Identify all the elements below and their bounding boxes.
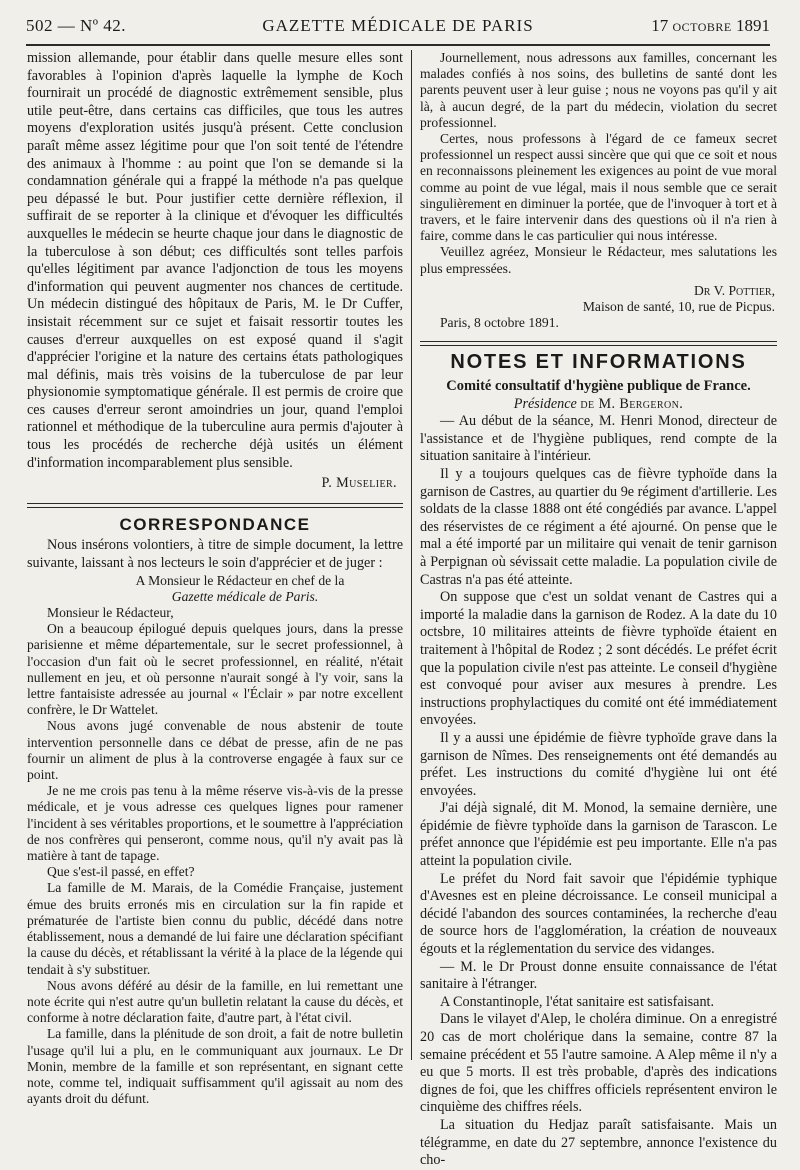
right-column — [420, 50, 777, 1170]
news-paragraph: — Au début de la séance, M. Henri Monod, directeur de l'assistance et de l'hygiène publiques, rend compte de la situation sanitaire à l'intérieur. — [420, 413, 777, 465]
presidence-line: Présidence de M. Bergeron. — [513, 395, 684, 412]
letter-continued — [420, 50, 777, 331]
letter-paragraph: On a beaucoup épilogué depuis quelques jours, dans la presse parisienne et même départementale, sur le secret professionnel, à l'occasion d'un fait où le secret professionnel, en réalité, n'était nullement en jeu, et où personne n'aurait songé à l'y voir, sans la lettre fantaisiste adressée au journal « l'Éclair » par notre excellent confrère, le Dr Wattelet. — [27, 621, 403, 718]
letter-paragraph: Journellement, nous adressons aux familles, concernant les malades confiés à nos soins, des bulletins de santé dont les parents peuvent user à leur guise ; nous ne voyons pas qu'il y ait là, à aucun degré, de la part du médecin, violation du secret professionnel. — [420, 50, 777, 130]
comite-heading: Comité consultatif d'hygiène publique de France. — [446, 378, 751, 395]
header-rule — [26, 44, 770, 46]
letter-paragraph: Certes, nous professons à l'égard de ce fameux secret professionnel un respect aussi sincère que qui que ce soit et nous en reconnaissons pleinement les exigences au point de vue moral comme au point de vue légal, mais il nous semble que ce serait singulièrement en diminuer la portée, que de l'invoquer à tort et à travers, et le faire intervenir dans des questions où il n'a rien à faire, comme dans le cas particulier qui nous intéresse. — [420, 131, 777, 244]
issue-date: 17 OCTOBRE 1891 — [651, 16, 770, 35]
journal-title: GAZETTE MÉDICALE DE PARIS — [262, 16, 534, 35]
letter-signature-name: Dr V. Pottier, — [693, 282, 775, 298]
news-paragraph: Le préfet du Nord fait savoir que l'épidémie typhique d'Avesnes est en pleine décroissance. Le conseil municipal a décidé l'abandon des sources contaminées, la recherche d'eau de source hors de l'agglomération, la création de nouveaux égouts et la réglementation du service des vidanges. — [420, 870, 777, 958]
section-rule — [27, 503, 403, 508]
letter-paragraph: Je ne me crois pas tenu à la même réserve vis-à-vis de la presse médicale, et je vous adresse ces quelques lignes pour ramener l'incident à ses véritables proportions, et le soumettre à l'appréciation de nos confrères qui penseront, comme nous, qu'il n'y avait pas là matière à tant de tapage. — [27, 783, 403, 864]
letter-signature-address: Maison de santé, 10, rue de Picpus. — [582, 299, 775, 315]
column-divider — [411, 50, 412, 1060]
letter-paragraph: Nous avons jugé convenable de nous abstenir de toute intervention personnelle dans ce débat de presse, afin de ne pas fournir un aliment de plus à la controverse engagée à faux sur ce point. — [27, 718, 403, 783]
article-signature: P. Muselier. — [321, 475, 397, 492]
letter-paragraph: Que s'est-il passé, en effet? — [47, 864, 195, 880]
letter-paragraph: La famille de M. Marais, de la Comédie Française, justement émue des bruits erronés mis en circulation sur la fin rapide et prématurée de l'artiste bien connu du public, décédé dans notre établissement, nous a demandé de lui faire une déclaration spécifiant la cause du décès, et rétablissant la vérité à la place de la légende qui tendait à s'y substituer. — [27, 880, 403, 977]
page-header — [26, 14, 770, 38]
article-paragraph: mission allemande, pour établir dans quelle mesure elles sont favorables à l'opinion d'après laquelle la lymphe de Koch fournirait un procédé de diagnostic extrêmement sensible, plus utile peut-être, dans certains cas difficiles, que tous les autres moyens d'exploration usités jusqu'à présent. Cette conclusion paraît même assez légitime pour que l'on soit tenté de l'étendre des animaux à l'homme : au point que l'on se demande si la condamnation générale qui a frappé la méthode n'a pas quelque peu dépassé le but. Pour justifier cette dernière réflexion, il suffirait de se reporter à la clinique et d'évoquer les difficultés auxquelles le médecin se heurte chaque jour dans le diagnostic de la tuberculose à son début; ces difficultés sont telles parfois qu'elles légitiment par avance l'adjonction de tous les moyens d'information qui peuvent augmenter nos chances de certitude. Un médecin distingué des hôpitaux de Paris, M. le Dr Cuffer, insistait récemment sur ce sujet et faisait ressortir toutes les causes d'erreur auxquelles on est exposé quand il s'agit d'apprécier l'origine et la nature des certains états pathologiques mal définis, mais très voisins de la tuberculose de par leur physionomie symptomatique générale. Il est permis de croire que ces causes d'erreur seront amoindries un jour, quand l'emploi rationnel et méthodique de la tuberculine aura permis d'ajouter à tous les procédés de recherche déjà usités un élément d'information incomparablement plus sensible. — [27, 50, 403, 471]
letter-salutation: Monsieur le Rédacteur, — [47, 605, 174, 621]
news-paragraph: On suppose que c'est un soldat venant de Castres qui a importé la maladie dans la garnison de Rodez. A la date du 10 octsbre, 10 militaires atteints de fièvre typhoïde étaient en traitement à l'hôpital de Rodez ; 2 sont décédés. Le préfet écrit que la population civile n'est pas atteinte. Le conseil d'hygiène est convoqué pour aviser aux mesures à prendre. Les instructions prophylactiques du comité ont été immédiatement envoyées. — [420, 589, 777, 729]
news-paragraph: — M. le Dr Proust donne ensuite connaissance de l'état sanitaire à l'étranger. — [420, 958, 777, 993]
letter-address-journal: Gazette médicale de Paris. — [171, 588, 319, 604]
news-paragraph: J'ai déjà signalé, dit M. Monod, la semaine dernière, une épidémie de fièvre typhoïde dans la garnison de Tarascon. Le préfet annonce que l'épidémie est peu importante. Elle n'a pas atteint la population civile. — [420, 800, 777, 870]
correspondance-heading: CORRESPONDANCE — [119, 514, 311, 534]
letter-paragraph: Nous avons déféré au désir de la famille, en lui remettant une note écrite qui n'est autre qu'un bulletin relatant la cause du décès, et conforme à notre déclaration faite, d'autre part, à l'état civil. — [27, 977, 403, 1026]
letter-place-date: Paris, 8 octobre 1891. — [440, 315, 559, 331]
letter — [27, 573, 403, 1108]
page-number: 502 — Nº 42. — [26, 16, 127, 35]
letter-paragraph: La famille, dans la plénitude de son droit, a fait de notre bulletin l'usage qu'il lui a plu, en le communiquant aux journaux. Le Dr Monin, membre de la famille et son représentant, en signant cette note, comme tel, indiquait suffisamment qu'il agissait au nom des ayants droit du défunt. — [27, 1026, 403, 1107]
news-paragraph: A Constantinople, l'état sanitaire est satisfaisant. — [440, 993, 715, 1010]
news-paragraph: Il y a aussi une épidémie de fièvre typhoïde grave dans la garnison de Nîmes. Des renseignements ont été demandés au préfet. Les instructions du comité d'hygiène lui ont été envoyées. — [420, 729, 777, 799]
letter-address-line: A Monsieur le Rédacteur en chef de la — [135, 572, 345, 588]
left-column — [27, 50, 403, 1107]
news-paragraph: La situation du Hedjaz paraît satisfaisante. Mais un télégramme, en date du 27 septembre, annonce l'existence du cho- — [420, 1116, 777, 1169]
news-paragraph: Dans le vilayet d'Alep, le choléra diminue. On a enregistré 20 cas de mort cholérique dans la semaine, contre 87 la semaine précédent et 55 l'autre samoine. A Alep même il n'y a eu que 5 morts. Il est très probable, d'après des indications dignes de foi, que les chiffres officiels représentent environ le cinquième des chiffres réels. — [420, 1011, 777, 1116]
letter-paragraph: Veuillez agréez, Monsieur le Rédacteur, mes salutations les plus empressées. — [420, 244, 777, 276]
intro-paragraph: Nous insérons volontiers, à titre de simple document, la lettre suivante, laissant à nos lecteurs le soin d'apprécier et de juger : — [27, 537, 403, 572]
notes-heading: NOTES ET INFORMATIONS — [450, 351, 747, 374]
news-paragraph: Il y a toujours quelques cas de fièvre typhoïde dans la garnison de Castres, au quartier du 9e régiment d'artillerie. Les soldats de la classe 1888 ont été congédiés par avance. L'appel des réservistes de ce régiment a été ajourné. On pense que le mal a été importé par un militaire qui venait de tenir garnison à Perpignan où sévissait cette maladie. La population civile de Castras n'a pas été atteinte. — [420, 466, 777, 588]
section-rule — [420, 341, 777, 346]
